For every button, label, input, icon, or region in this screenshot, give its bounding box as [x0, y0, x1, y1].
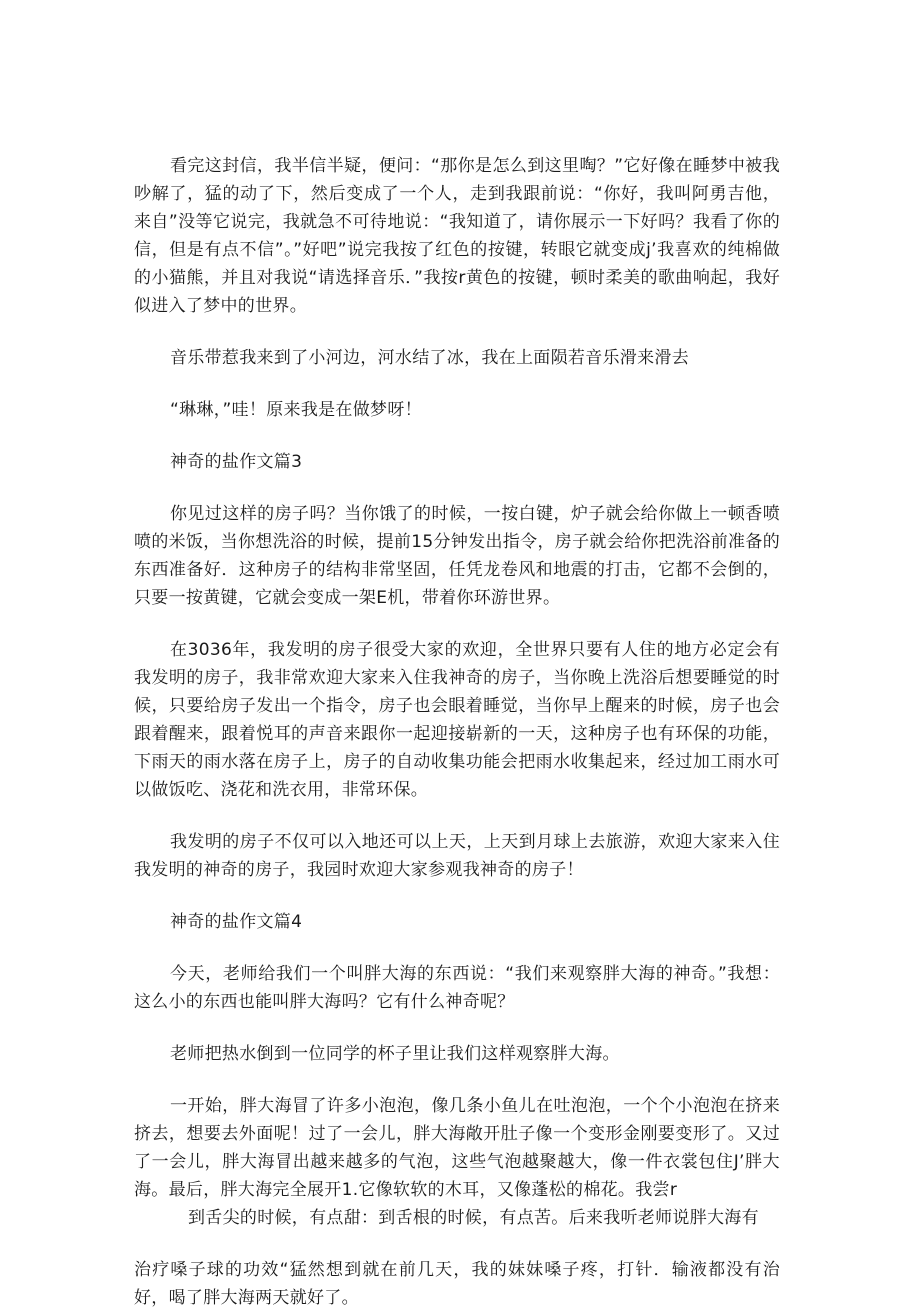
- paragraph: 我发明的房子不仅可以入地还可以上天，上天到月球上去旅游，欢迎大家来入住我发明的神奇的房子，我园时欢迎大家参观我神奇的房子！: [134, 832, 780, 880]
- paragraph: 治疗嗓子球的功效“猛然想到就在前几天，我的妹妹嗓子疼，打针．输液都没有治好，喝了胖大海两天就好了。: [134, 1260, 780, 1308]
- paragraph: 看完这封信，我半信半疑，便问：“那你是怎么到这里啕？”它好像在睡梦中被我吵解了，猛的动了下，然后变成了一个人，走到我跟前说：“你好，我叫阿勇吉他，来自”没等它说完，我就急不可待地说：“我知道了，请你展示一下好吗？我看了你的信，但是有点不信”。”好吧”说完我按了红色的按键，转眼它就变成j’我喜欢的纯棉做的小猫熊，并且对我说“请选择音乐．”我按r黄色的按键，顿时柔美的歌曲响起，我好似进入了梦中的世界。: [134, 156, 780, 316]
- paragraph: 一开始，胖大海冒了许多小泡泡，像几条小鱼儿在吐泡泡，一个个小泡泡在挤来挤去，想要去外面呢！过了一会儿，胖大海敞开肚子像一个变形金刚要变形了。又过了一会儿，胖大海冒出越来越多的气泡，这些气泡越聚越大，像一件衣裳包住J’胖大海。最后，胖大海完全展开1.它像软软的木耳，又像蓬松的棉花。我尝r: [134, 1096, 780, 1200]
- paragraph: “琳琳，”哇！原来我是在做梦呀！: [170, 400, 422, 420]
- paragraph: 在3036年，我发明的房子很受大家的欢迎，全世界只要有人住的地方必定会有我发明的房子，我非常欢迎大家来入住我神奇的房子，当你晚上洗浴后想要睡觉的时候，只要给房子发出一个指令，房子也会眼着睡觉，当你早上醒来的时候，房子也会跟着醒来，跟着悦耳的声音来跟你一起迎接崭新的一天，这种房子也有环保的功能，下雨天的雨水落在房子上，房子的自动收集功能会把雨水收集起来，经过加工雨水可以做饭吃、浇花和洗衣用，非常环保。: [134, 640, 780, 800]
- paragraph: 今天，老师给我们一个叫胖大海的东西说：“我们来观察胖大海的神奇。”我想：这么小的东西也能叫胖大海吗？它有什么神奇呢？: [134, 964, 780, 1012]
- paragraph-line: 到舌尖的时候，有点甜：到舌根的时候，有点苦。后来我听老师说胖大海有: [188, 1208, 759, 1228]
- paragraph: 老师把热水倒到一位同学的杯子里让我们这样观察胖大海。: [170, 1044, 620, 1064]
- paragraph: 音乐带惹我来到了小河边，河水结了冰，我在上面陨若音乐滑来滑去: [170, 348, 689, 368]
- document-body: [134, 152, 780, 1312]
- paragraph: 你见过这样的房子吗？当你饿了的时候，一按白键，炉子就会给你做上一顿香喷喷的米饭，当你想洗浴的时候，提前15分钟发出指令，房子就会给你把洗浴前准备的东西准备好．这种房子的结构非常坚固，任凭龙卷风和地震的打击，它都不会倒的，只要一按黄键，它就会变成一架E机，带着你环游世界。: [134, 504, 780, 608]
- section-heading: 神奇的盐作文篇3: [170, 452, 303, 472]
- section-heading: 神奇的盐作文篇4: [170, 912, 303, 932]
